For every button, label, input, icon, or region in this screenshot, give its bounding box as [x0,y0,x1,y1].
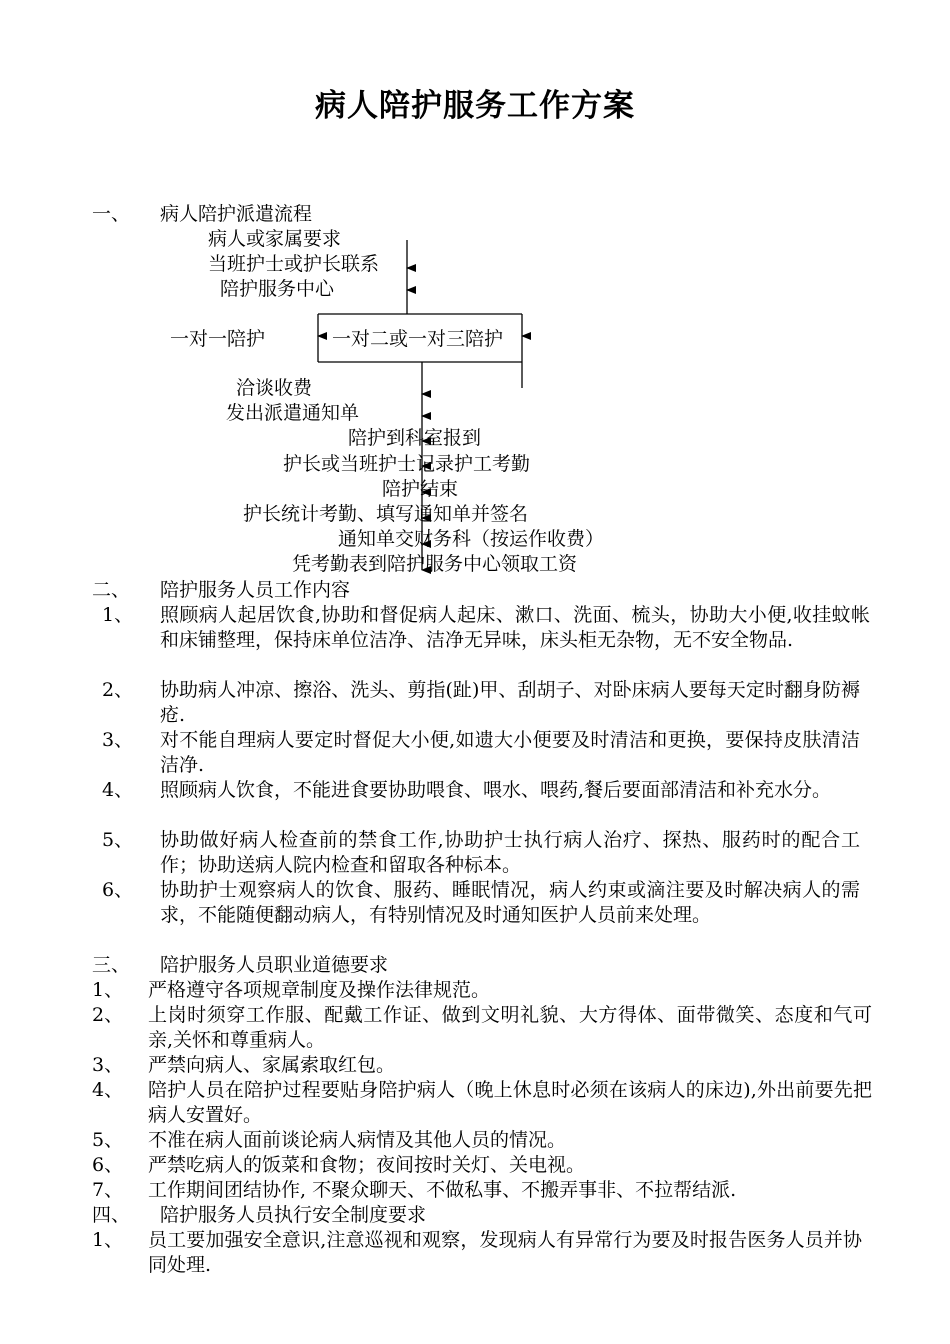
list-item-text: 对不能自理病人要定时督促大小便,如遗大小便要及时清洁和更换，要保持皮肤清洁洁净. [160,729,860,776]
list-item-text: 照顾病人起居饮食,协助和督促病人起床、漱口、洗面、梳头，协助大小便,收挂蚊帐和床铺整理，保持床单位洁净、洁净无异味，床头柜无杂物，无不安全物品. [160,604,870,651]
list-item-number: 2、 [102,679,134,701]
list-item-number: 3、 [92,1054,124,1076]
page-title: 病人陪护服务工作方案 [315,88,635,124]
flow-step-report: 陪护到科室报到 [348,427,482,449]
list-item-text: 不准在病人面前谈论病人病情及其他人员的情况。 [148,1129,567,1151]
section2-number: 二、 [92,579,131,601]
section1-heading: 病人陪护派遣流程 [160,203,313,225]
list-item-text: 照顾病人饮食，不能进食要协助喂食、喂水、喂药,餐后要面部清洁和补充水分。 [160,779,832,801]
section3-number: 三、 [92,954,131,976]
list-item-number: 6、 [92,1154,124,1176]
list-item-number: 1、 [102,604,134,626]
list-item-text: 上岗时须穿工作服、配戴工作证、做到文明礼貌、大方得体、面带微笑、态度和气可亲,关怀和尊重病人。 [148,1004,872,1051]
flow-step-request: 病人或家属要求 [208,228,342,250]
flow-step-sign: 护长统计考勤、填写通知单并签名 [243,503,529,525]
flow-step-attendance: 护长或当班护士记录护工考勤 [283,453,531,475]
flow-step-service-center: 陪护服务中心 [220,278,335,300]
list-item-text: 工作期间团结协作, 不聚众聊天、不做私事、不搬弄事非、不拉帮结派. [148,1179,737,1201]
section3-heading: 陪护服务人员职业道德要求 [160,954,389,976]
list-item-text: 协助做好病人检查前的禁食工作,协助护士执行病人治疗、探热、服药时的配合工作；协助送病人院内检查和留取各种标本。 [160,829,860,876]
flow-step-wages: 凭考勤表到陪护服务中心领取工资 [292,553,578,575]
list-item-number: 4、 [102,779,134,801]
list-item-text: 严禁向病人、家属索取红包。 [148,1054,396,1076]
list-item-text: 严禁吃病人的饭菜和食物；夜间按时关灯、关电视。 [148,1154,586,1176]
list-item-text: 协助病人冲凉、擦浴、洗头、剪指(趾)甲、刮胡子、对卧床病人要每天定时翻身防褥疮. [160,679,860,726]
list-item-text: 严格遵守各项规章制度及操作法律规范。 [148,979,491,1001]
flow-step-fee: 洽谈收费 [236,377,313,399]
list-item-number: 5、 [92,1129,124,1151]
flow-step-finance: 通知单交财务科（按运作收费） [338,528,605,550]
section4-number: 四、 [92,1204,131,1226]
list-item-text: 协助护士观察病人的饮食、服药、睡眠情况，病人约束或滴注要及时解决病人的需求，不能随便翻动病人，有特别情况及时通知医护人员前来处理。 [160,879,860,926]
flow-branch-one-to-one: 一对一陪护 [170,328,266,350]
list-item-number: 7、 [92,1179,124,1201]
flow-step-dispatch-notice: 发出派遣通知单 [226,402,360,424]
flow-branch-one-to-many: 一对二或一对三陪护 [332,328,504,350]
section2-heading: 陪护服务人员工作内容 [160,579,351,601]
section1-number: 一、 [92,203,131,225]
list-item-number: 5、 [102,829,134,851]
flow-step-nurse-contact: 当班护士或护长联系 [208,253,380,275]
list-item-number: 2、 [92,1004,124,1026]
list-item-number: 6、 [102,879,134,901]
section4-heading: 陪护服务人员执行安全制度要求 [160,1204,427,1226]
list-item-text: 陪护人员在陪护过程要贴身陪护病人（晚上休息时必须在该病人的床边),外出前要先把病人安置好。 [148,1079,872,1126]
list-item-number: 1、 [92,1229,124,1251]
list-item-number: 4、 [92,1079,124,1101]
list-item-text: 员工要加强安全意识,注意巡视和观察，发现病人有异常行为要及时报告医务人员并协同处理. [148,1229,862,1276]
list-item-number: 1、 [92,979,124,1001]
list-item-number: 3、 [102,729,134,751]
flow-step-end: 陪护结束 [382,478,459,500]
